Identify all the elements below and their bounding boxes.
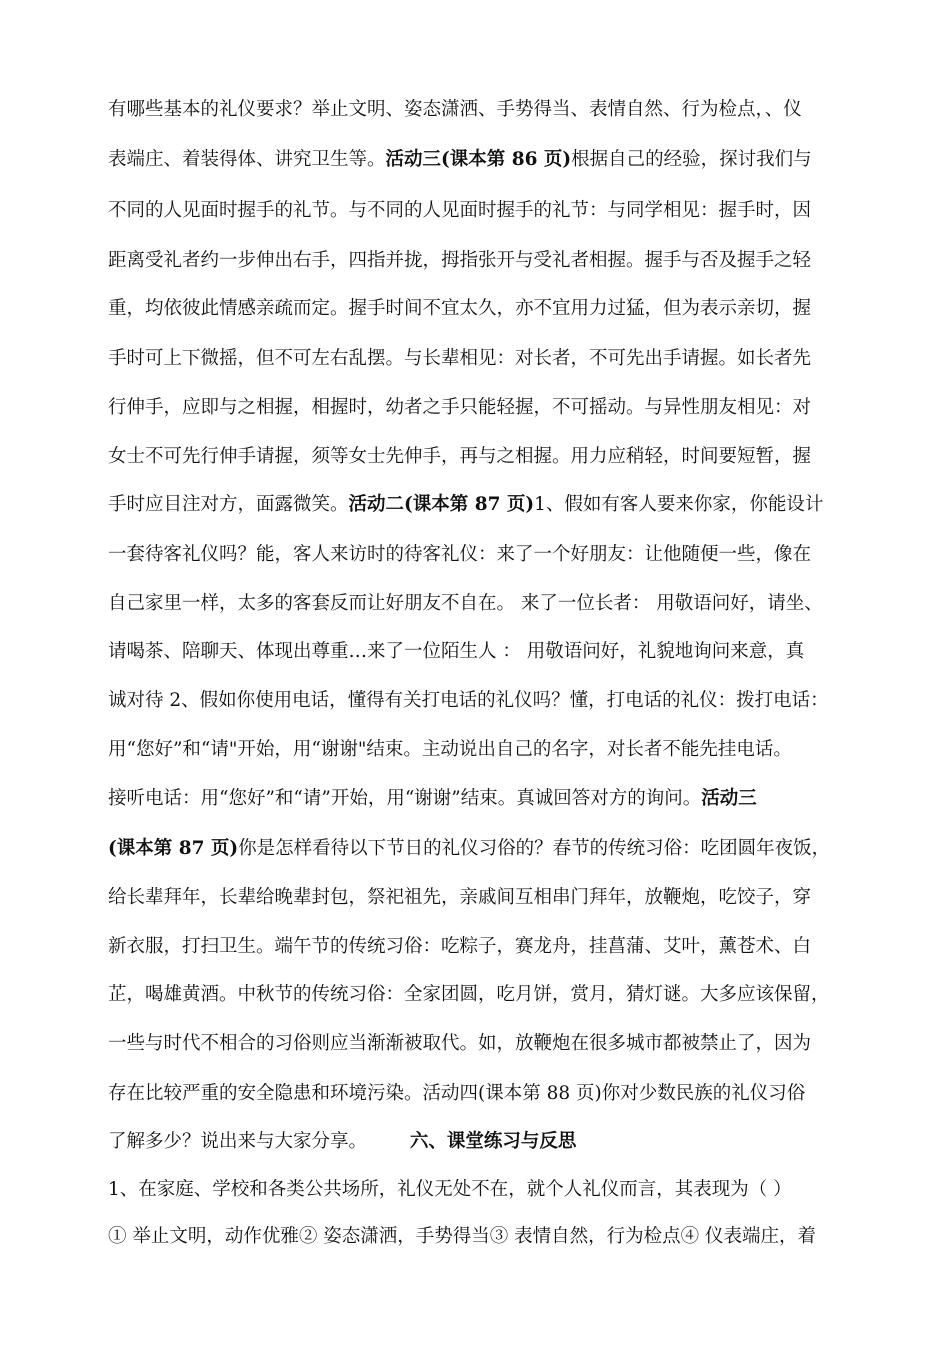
text-segment: 表端庄、着装得体、讲究卫生等。 — [108, 149, 386, 170]
text-segment: 根据自己的经验，探讨我们与 — [571, 149, 812, 170]
text-line — [108, 1127, 880, 1157]
text-segment: 用“您好”和“请"开始，用“谢谢"结束。主动说出自己的名字，对长者不能先挂电话。 — [108, 739, 792, 760]
text-segment: 重，均依彼此情感亲疏而定。握手时间不宜太久，亦不宜用力过猛，但为表示亲切，握 — [108, 298, 812, 319]
text-segment: 距离受礼者约一步伸出右手，四指并拢，拇指张开与受礼者相握。握手与否及握手之轻 — [108, 250, 812, 271]
text-line — [108, 1029, 880, 1059]
text-segment: 行伸手，应即与之相握，相握时，幼者之手只能轻握，不可摇动。与异性朋友相见：对 — [108, 397, 812, 418]
text-segment: 接听电话：用“您好”和“请”开始，用“谢谢”结束。真诚回答对方的询问。 — [108, 788, 702, 809]
text-line — [108, 637, 880, 667]
text-segment: 诚对待 2、假如你使用电话，懂得有关打电话的礼仪吗？懂，打电话的礼仪：拨打电话： — [108, 690, 829, 711]
text-segment: 有哪些基本的礼仪要求？举止文明、姿态潇洒、手势得当、表情自然、行为检点，、仪 — [108, 99, 802, 120]
text-segment: 手时应目注对方，面露微笑。 — [108, 494, 349, 515]
text-line — [108, 784, 880, 814]
text-segment: 了解多少？说出来与大家分享。 — [108, 1131, 410, 1152]
text-segment: 存在比较严重的安全隐患和环境污染。活动四(课本第 88 页)你对少数民族的礼仪习俗 — [108, 1083, 806, 1104]
text-segment: ① 举止文明，动作优雅② 姿态潇洒，手势得当③ 表情自然，行为检点④ 仪表端庄，着 — [108, 1226, 817, 1247]
text-segment: 请喝茶、陪聊天、体现出尊重…来了一位陌生人 ： 用敬语问好，礼貌地询问来意，真 — [108, 641, 805, 662]
text-segment: 1、假如有客人要来你家，你能设计 — [534, 494, 824, 515]
text-line — [108, 294, 880, 324]
text-line — [108, 932, 880, 962]
text-segment: 一套待客礼仪吗？能，客人来访时的待客礼仪：来了一个好朋友：让他随便一些，像在 — [108, 544, 812, 565]
bold-text-segment: 六、课堂练习与反思 — [409, 1131, 577, 1152]
text-line — [108, 1175, 880, 1205]
text-line — [108, 883, 880, 913]
text-line — [108, 589, 880, 619]
text-line — [108, 490, 880, 520]
text-line — [108, 393, 880, 423]
bold-text-segment: 活动二(课本第 87 页) — [348, 494, 535, 515]
text-line — [108, 145, 880, 175]
text-line — [108, 980, 880, 1010]
text-segment: 女士不可先行伸手请握，须等女士先伸手，再与之相握。用力应稍轻，时间要短暂，握 — [108, 446, 812, 467]
text-segment: 1、在家庭、学校和各类公共场所，礼仪无处不在，就个人礼仪而言，其表现为（ ） — [108, 1179, 792, 1200]
bold-text-segment: 活动三 — [701, 788, 757, 809]
text-line — [108, 834, 880, 864]
text-line — [108, 344, 880, 374]
text-segment: 芷，喝雄黄酒。中秋节的传统习俗：全家团圆，吃月饼，赏月，猜灯谜。大多应该保留， — [108, 984, 830, 1005]
text-segment: 新衣服，打扫卫生。端午节的传统习俗：吃粽子，赛龙舟，挂菖蒲、艾叶，薰苍术、白 — [108, 936, 812, 957]
text-segment: 给长辈拜年，长辈给晚辈封包，祭祀祖先，亲戚间互相串门拜年，放鞭炮，吃饺子，穿 — [108, 887, 812, 908]
text-segment: 不同的人见面时握手的礼节。与不同的人见面时握手的礼节：与同学相见：握手时，因 — [108, 200, 812, 221]
text-line — [108, 1222, 880, 1252]
text-line — [108, 1079, 880, 1109]
text-line — [108, 540, 880, 570]
text-segment: 手时可上下微摇，但不可左右乱摆。与长辈相见：对长者，不可先出手请握。如长者先 — [108, 348, 812, 369]
text-segment: 一些与时代不相合的习俗则应当渐渐被取代。如，放鞭炮在很多城市都被禁止了，因为 — [108, 1033, 812, 1054]
text-line — [108, 196, 880, 226]
text-segment: 你是怎样看待以下节日的礼仪习俗的？春节的传统习俗：吃团圆年夜饭， — [238, 838, 831, 859]
text-line — [108, 246, 880, 276]
text-line — [108, 735, 880, 765]
text-line — [108, 686, 880, 716]
bold-text-segment: (课本第 87 页) — [108, 838, 239, 859]
text-line — [108, 95, 880, 125]
text-segment: 自己家里一样，太多的客套反而让好朋友不自在。 来了一位长者： 用敬语问好，请坐、 — [108, 593, 823, 614]
bold-text-segment: 活动三(课本第 86 页) — [385, 149, 572, 170]
text-line — [108, 442, 880, 472]
